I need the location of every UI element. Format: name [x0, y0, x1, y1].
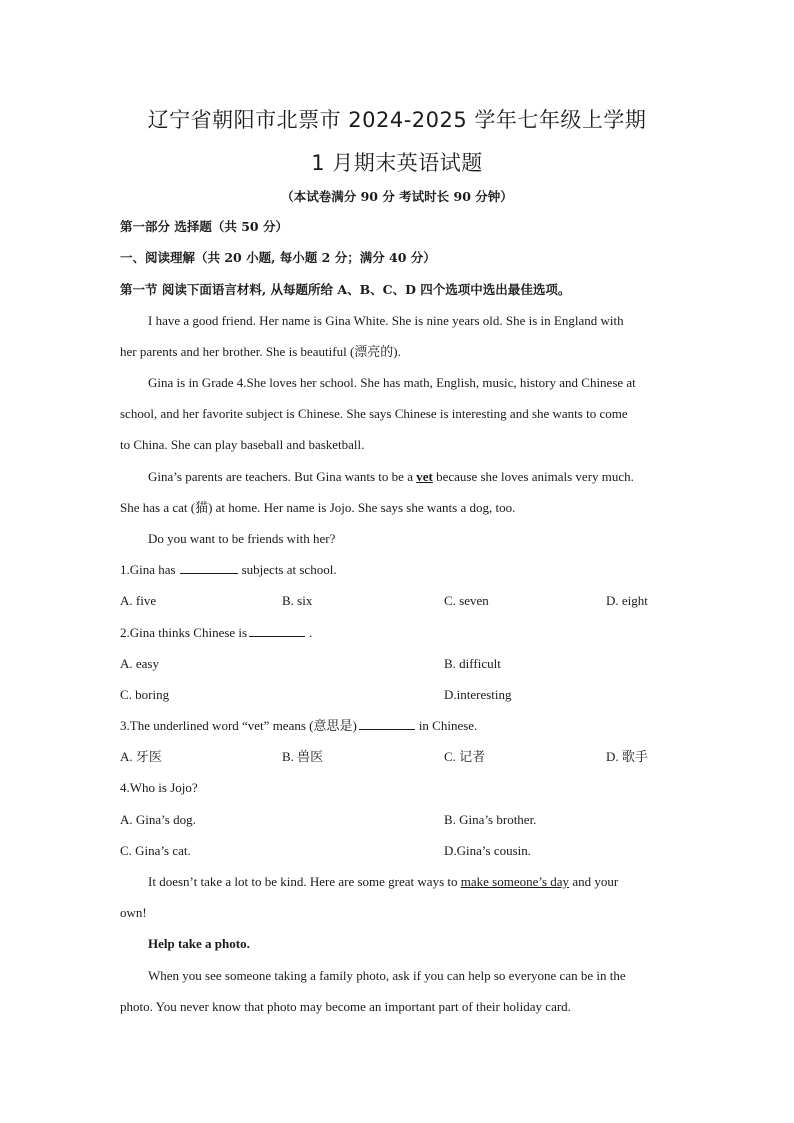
q4-option-c: C. Gina’s cat. — [120, 843, 191, 858]
q1-option-b: B. six — [282, 593, 313, 608]
q2-option-c: C. boring — [120, 687, 170, 702]
q4-option-b: B. Gina’s brother. — [444, 812, 537, 827]
question-text: in Chinese. — [418, 718, 478, 733]
question-text: subjects at school. — [241, 562, 337, 577]
q3-option-d: D. 歌手 — [606, 749, 648, 764]
question-text: 3.The underlined word “vet” means (意思是) — [120, 718, 357, 733]
question-1-stem — [120, 561, 680, 579]
q3-option-b: B. 兽医 — [282, 749, 324, 764]
q2-option-a: A. easy — [120, 656, 159, 671]
passage-b-line: photo. You never know that photo may become an important part of their holiday card. — [120, 999, 571, 1014]
passage-b-heading: Help take a photo. — [148, 936, 250, 951]
passage-a-line: school, and her favorite subject is Chinese. She says Chinese is interesting and she wants to come — [120, 406, 628, 421]
exam-title-line2: 1 月期末英语试题 — [311, 151, 483, 175]
question-text: 1.Gina has — [120, 562, 176, 577]
question-text: 2.Gina thinks Chinese is — [120, 625, 248, 640]
answer-blank — [180, 561, 238, 574]
exam-info: （本试卷满分 90 分 考试时长 90 分钟） — [281, 189, 513, 204]
question-4-stem: 4.Who is Jojo? — [120, 780, 198, 795]
q3-option-c: C. 记者 — [444, 749, 486, 764]
passage-b-line: own! — [120, 905, 147, 920]
part-heading: 第一部分 选择题（共 50 分） — [120, 219, 288, 234]
passage-text: because she loves animals very much. — [432, 469, 634, 484]
question-text: . — [309, 625, 313, 640]
exam-title-line1: 辽宁省朝阳市北票市 2024-2025 学年七年级上学期 — [147, 108, 647, 132]
passage-a-line: She has a cat (猫) at home. Her name is Jojo. She says she wants a dog, too. — [120, 500, 516, 515]
question-2-stem — [120, 624, 680, 642]
passage-b-line — [148, 873, 708, 891]
answer-blank — [249, 624, 305, 637]
passage-text: and your — [569, 874, 619, 889]
passage-a-line: Gina is in Grade 4.She loves her school. She has math, English, music, history and Chinese at — [148, 375, 636, 390]
q1-option-a: A. five — [120, 593, 157, 608]
reading-heading: 一、阅读理解（共 20 小题, 每小题 2 分；满分 40 分） — [120, 250, 436, 265]
section-instruction: 第一节 阅读下面语言材料, 从每题所给 A、B、C、D 四个选项中选出最佳选项。 — [120, 282, 571, 297]
passage-a-line: Do you want to be friends with her? — [148, 531, 336, 546]
question-3-stem — [120, 717, 680, 735]
q1-option-d: D. eight — [606, 593, 648, 608]
passage-b-line: When you see someone taking a family photo, ask if you can help so everyone can be in the — [148, 968, 626, 983]
underlined-phrase: make someone’s day — [460, 874, 570, 889]
underlined-word-vet: vet — [416, 469, 433, 484]
passage-a-line: her parents and her brother. She is beautiful (漂亮的). — [120, 344, 401, 359]
passage-text: Gina’s parents are teachers. But Gina wants to be a — [148, 469, 417, 484]
q2-option-d: D.interesting — [444, 687, 512, 702]
q4-option-d: D.Gina’s cousin. — [444, 843, 532, 858]
q1-option-c: C. seven — [444, 593, 489, 608]
q2-option-b: B. difficult — [444, 656, 501, 671]
passage-a-line — [148, 468, 708, 486]
answer-blank — [359, 717, 415, 730]
passage-a-line: to China. She can play baseball and basketball. — [120, 437, 365, 452]
q3-option-a: A. 牙医 — [120, 749, 162, 764]
passage-text: It doesn’t take a lot to be kind. Here are some great ways to — [148, 874, 461, 889]
passage-a-line: I have a good friend. Her name is Gina White. She is nine years old. She is in England with — [148, 313, 624, 328]
q4-option-a: A. Gina’s dog. — [120, 812, 196, 827]
